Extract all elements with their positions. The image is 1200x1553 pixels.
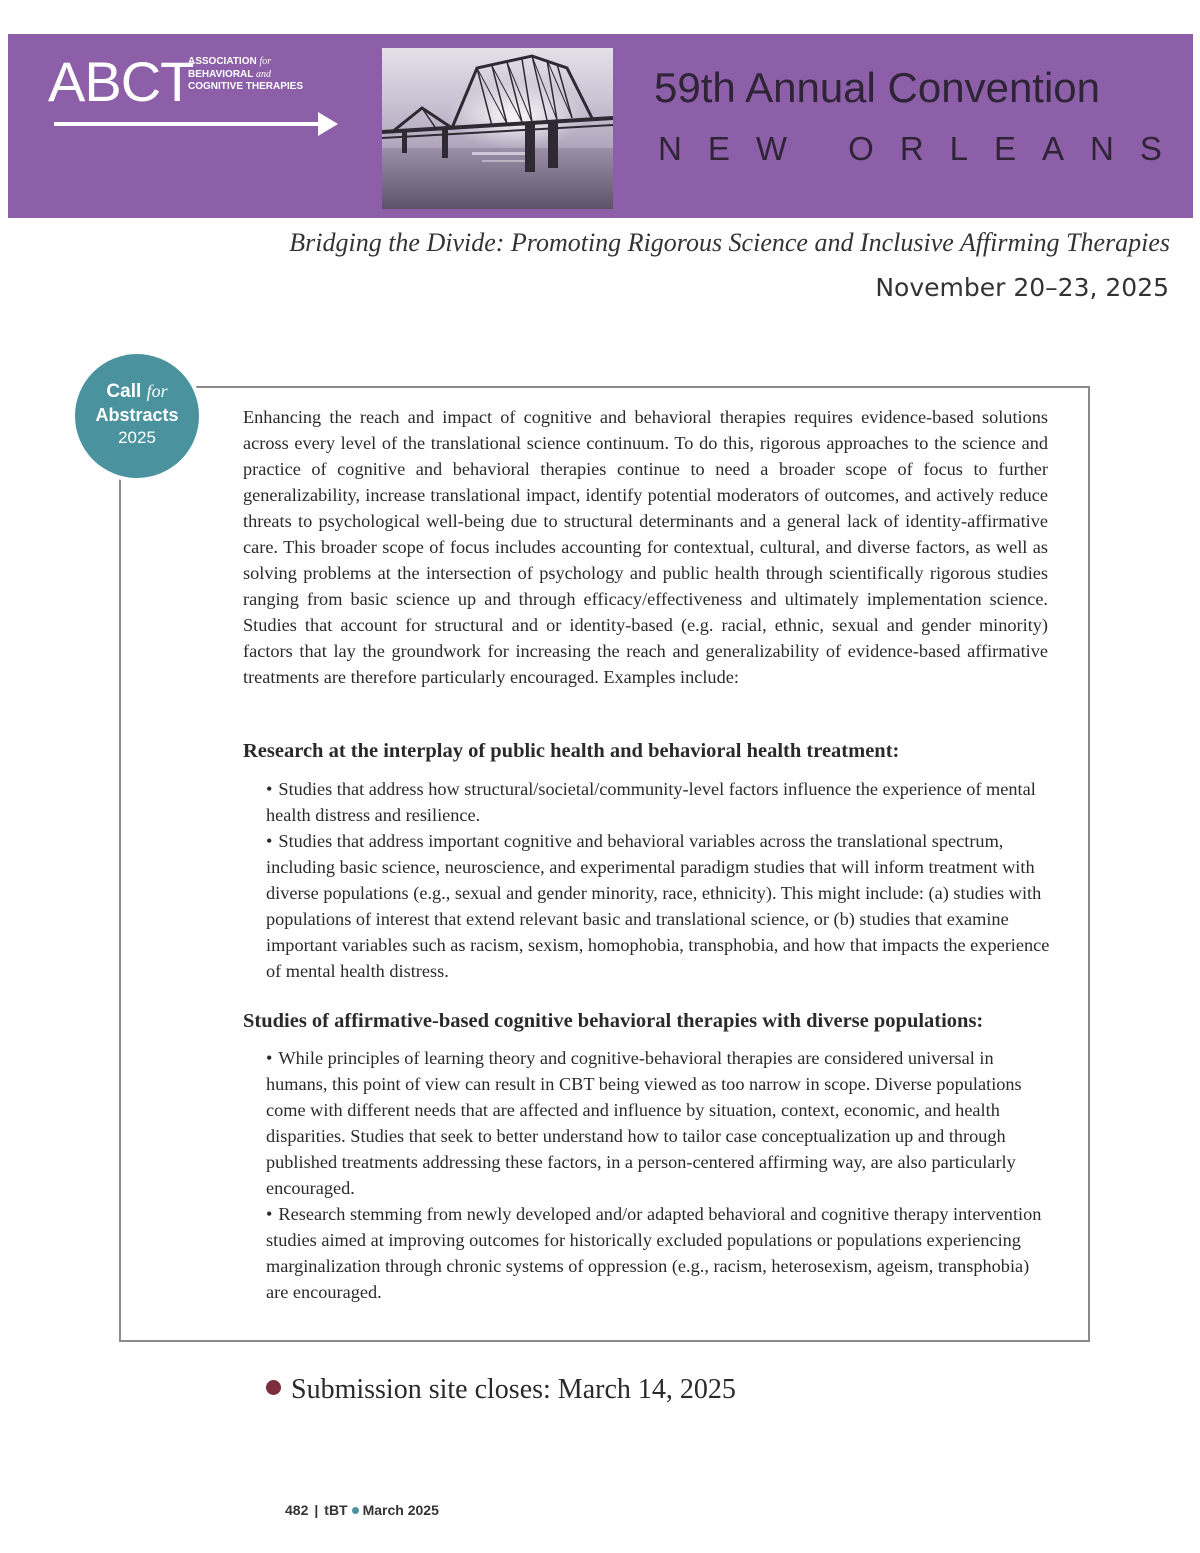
header-banner [8,34,1193,218]
footer-dot-icon [352,1507,359,1514]
bullet-list-affirmative-therapies [266,1045,1051,1305]
page-number: 482 [285,1502,309,1518]
convention-theme: Bridging the Divide: Promoting Rigorous Science and Inclusive Affirming Therapies [289,228,1170,257]
section-heading-public-health: Research at the interplay of public health and behavioral health treatment: [243,740,900,762]
call-for-abstracts-badge: Call for Abstracts 2025 [75,354,199,478]
bullet-list-public-health [266,776,1051,984]
journal-name: tBT [324,1502,348,1518]
list-item: • Studies that address how structural/societal/community-level factors influence the experience of mental health distress and resilience. [266,779,1036,825]
section-heading-affirmative-therapies: Studies of affirmative-based cognitive behavioral therapies with diverse populations: [243,1010,984,1032]
logo-organization-name: ASSOCIATION for BEHAVIORAL and COGNITIVE THERAPIES [188,56,304,92]
convention-city: NEW ORLEANS [658,130,1188,167]
submission-deadline: Submission site closes: March 14, 2025 [266,1374,736,1406]
abct-logo [48,50,338,154]
logo-wordmark: ABCT [48,50,194,113]
logo-arrow-icon [48,94,338,144]
list-item: • While principles of learning theory and cognitive-behavioral therapies are considered universal in humans, this point of view can result in CBT being viewed as too narrow in scope. Diverse populations come with different needs that are affected and influence by situation, context, economic, and health disparities. Studies that seek to better understand how to tailor case conceptualization up and through published treatments addressing these factors, in a person-centered affirming way, are also particularly encouraged. [266,1048,1022,1198]
intro-paragraph: Enhancing the reach and impact of cognitive and behavioral therapies requires evidence-based solutions across every level of the translational science continuum. To do this, rigorous approaches to the science and practice of cognitive and behavioral therapies continue to need a broader scope of focus to further generalizability, increase translational impact, identify potential moderators of outcomes, and actively reduce threats to psychological well-being due to structural determinants and a general lack of identity-affirmative care. This broader scope of focus includes accounting for contextual, cultural, and diverse factors, as well as solving problems at the intersection of psychology and public health through scientifically rigorous studies ranging from basic science up and through efficacy/effectiveness and ultimately implementation science. Studies that account for structural and or identity-based (e.g. racial, ethnic, sexual and gender minority) factors that lay the groundwork for increasing the reach and generalizability of evidence-based affirmative treatments are therefore particularly encouraged. Examples include: [243,407,1048,687]
page-footer: 482 | tBT March 2025 [285,1502,439,1518]
bullet-dot-icon [266,1380,281,1395]
list-item: • Research stemming from newly developed and/or adapted behavioral and cognitive therapy intervention studies aimed at improving outcomes for historically excluded populations or populations experiencing marginalization through chronic systems of oppression (e.g., racism, heterosexism, ageism, transphobia) are encouraged. [266,1204,1042,1302]
convention-title: 59th Annual Convention [654,64,1101,111]
bridge-photo [382,48,613,209]
list-item: • Studies that address important cognitive and behavioral variables across the translational spectrum, including basic science, neuroscience, and experimental paradigm studies that will inform treatment with diverse populations (e.g., sexual and gender minority, race, ethnicity). This might include: (a) studies with populations of interest that extend relevant basic and translational science, or (b) studies that examine important variables such as racism, sexism, homophobia, transphobia, and how that impacts the experience of mental health distress. [266,831,1050,981]
convention-dates: November 20–23, 2025 [875,273,1169,302]
issue-date: March 2025 [362,1502,439,1518]
